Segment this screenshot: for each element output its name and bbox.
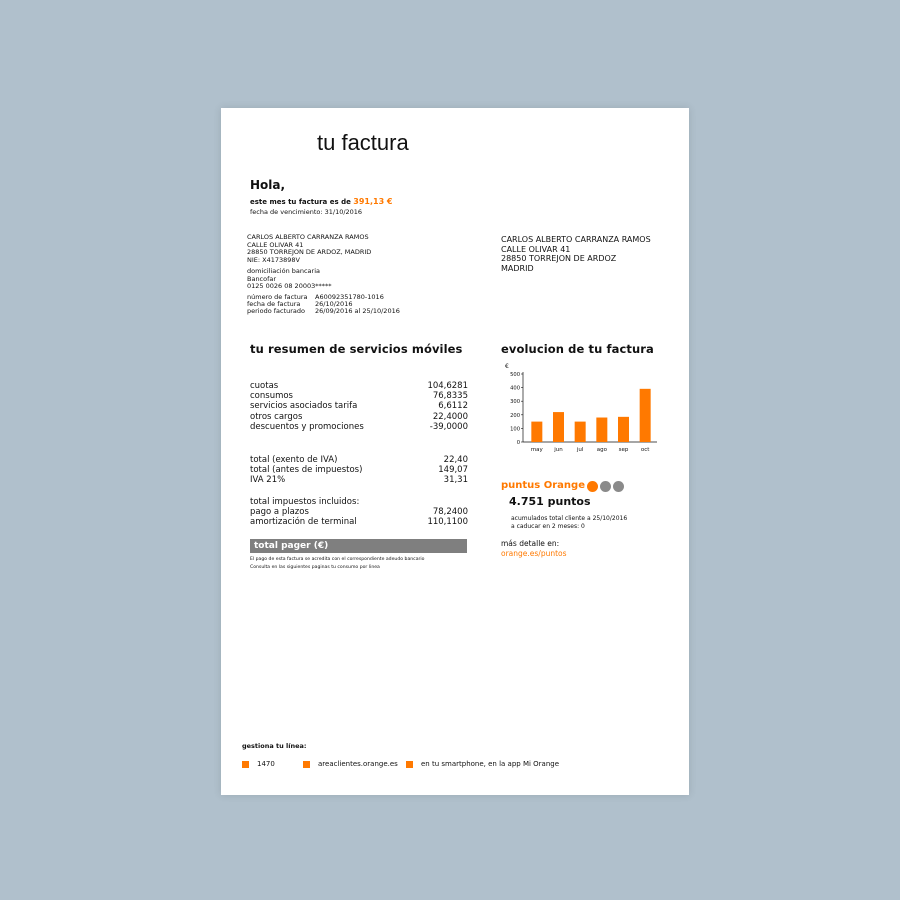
summary-row — [250, 412, 468, 422]
row-label: total (exento de IVA) — [250, 455, 338, 465]
amount-prefix: este mes tu factura es de — [250, 198, 351, 206]
meta-value: 26/10/2016 — [315, 300, 353, 309]
accumulated-line: acumulados total cliente a 25/10/2016 — [511, 515, 628, 522]
row-label: total impuestos incluidos: — [250, 497, 360, 507]
bank-line: 0125 0026 08 20003***** — [247, 282, 332, 291]
address-line: CARLOS ALBERTO CARRANZA RAMOS — [501, 235, 651, 244]
footer-title: gestiona tu línea: — [242, 742, 307, 750]
note-line: El pago de esta factura se acredita con el correspondiente adeudo bancario — [250, 557, 425, 562]
meta-label: número de factura — [247, 293, 308, 301]
greeting: Hola, — [250, 178, 286, 192]
x-tick-label: ago — [596, 447, 607, 453]
row-label: servicios asociados tarifa — [250, 401, 358, 412]
y-tick-label: 300 — [510, 399, 520, 406]
summary-row — [250, 391, 468, 401]
footer-item-label: en tu smartphone, en la app Mi Orange — [421, 760, 560, 768]
y-tick-label: 0 — [516, 440, 520, 446]
row-label: amortización de terminal — [250, 517, 357, 528]
summary-row — [250, 517, 468, 527]
y-axis-label: € — [505, 363, 509, 370]
address-line: 28850 TORREJON DE ARDOZ — [501, 254, 617, 264]
row-value: 110,1100 — [427, 517, 468, 528]
y-tick-label: 100 — [510, 426, 520, 433]
row-label: consumos — [250, 391, 293, 402]
row-value: 149,07 — [438, 465, 468, 476]
bank-line: domiciliación bancaria — [247, 267, 321, 275]
summary-group-totals — [250, 455, 468, 486]
evolution-bar-chart — [497, 362, 662, 457]
due-date: fecha de vencimiento: 31/10/2016 — [250, 208, 363, 216]
invoice-meta — [247, 294, 400, 316]
meta-value: A60092351780-1016 — [315, 293, 384, 301]
address-line: NIE: X4173898V — [247, 255, 300, 264]
row-label: otros cargos — [250, 411, 303, 422]
amount-line — [250, 197, 393, 206]
summary-row — [250, 465, 468, 475]
invoice-amount: 391,13 € — [353, 197, 393, 206]
footer-item-web[interactable] — [303, 760, 398, 768]
summary-group-charges — [250, 381, 468, 432]
square-bullet-icon — [303, 761, 310, 768]
y-tick-label: 500 — [510, 372, 520, 378]
bar-oct — [640, 389, 651, 442]
x-tick-label: jun — [554, 447, 563, 453]
puntos-accumulated — [511, 515, 627, 530]
summary-row — [250, 401, 468, 411]
puntos-detail — [501, 539, 567, 559]
row-value: 104,6281 — [427, 381, 468, 391]
row-value: 22,40 — [443, 455, 468, 465]
puntos-dot-grey — [600, 481, 611, 492]
row-label: descuentos y promociones — [250, 421, 364, 432]
row-value: 76,8335 — [432, 391, 468, 402]
row-label: total (antes de impuestos) — [250, 465, 363, 476]
row-value: 6,6112 — [438, 401, 468, 412]
footer-item-label: areaclientes.orange.es — [318, 760, 398, 768]
invoice-page — [221, 108, 689, 795]
row-value: 78,2400 — [432, 507, 468, 518]
puntos-title: puntus Orange — [501, 480, 585, 491]
puntos-dot-grey — [613, 481, 624, 492]
mailing-address-block — [501, 235, 651, 273]
summary-row — [250, 455, 468, 465]
address-line: CALLE OLIVAR 41 — [501, 244, 571, 254]
address-line: 28850 TORREJON DE ARDOZ, MADRID — [247, 248, 372, 257]
row-value: 31,31 — [443, 475, 468, 486]
bank-block — [247, 268, 331, 291]
meta-value: 26/09/2016 al 25/10/2016 — [315, 307, 400, 316]
square-bullet-icon — [406, 761, 413, 768]
meta-label: periodo facturado — [247, 307, 306, 316]
customer-address-block — [247, 234, 371, 264]
address-line: MADRID — [501, 263, 534, 273]
footer-item-phone — [242, 760, 275, 768]
evolution-title: evolucion de tu factura — [501, 342, 654, 356]
bar-jun — [553, 412, 564, 442]
summary-row — [250, 475, 468, 485]
y-tick-label: 400 — [510, 385, 520, 392]
square-bullet-icon — [242, 761, 249, 768]
x-tick-label: oct — [640, 447, 650, 453]
total-bar: total pager (€) — [250, 539, 467, 553]
note-line: Consulta en las siguientes paginas tu consumo por linea — [250, 565, 380, 570]
summary-row — [250, 381, 468, 391]
row-value: -39,0000 — [429, 421, 468, 432]
x-tick-label: jul — [576, 447, 584, 453]
puntos-value: 4.751 puntos — [509, 495, 591, 508]
address-line: CALLE OLIVAR 41 — [247, 240, 304, 249]
row-value: 22,4000 — [432, 411, 468, 422]
puntos-link[interactable]: orange.es/puntos — [501, 549, 567, 558]
meta-label: fecha de factura — [247, 300, 301, 309]
footer-item-app — [406, 760, 559, 768]
payment-notes — [250, 556, 424, 572]
row-label: IVA 21% — [250, 475, 286, 486]
meta-row — [247, 308, 400, 315]
x-tick-label: may — [530, 447, 543, 453]
bar-ago — [596, 418, 607, 442]
row-label: pago a plazos — [250, 507, 309, 518]
summary-row — [250, 497, 468, 507]
row-label: cuotas — [250, 381, 279, 391]
summary-title: tu resumen de servicios móviles — [250, 342, 463, 356]
detail-label: más detalle en: — [501, 539, 560, 548]
bar-may — [531, 422, 542, 442]
page-title: tu factura — [317, 130, 409, 155]
bank-line: Bancofar — [247, 274, 277, 283]
puntos-dot-orange — [587, 481, 598, 492]
bar-jul — [575, 422, 586, 442]
address-line: CARLOS ALBERTO CARRANZA RAMOS — [247, 233, 369, 241]
x-tick-label: sep — [618, 447, 629, 453]
bar-sep — [618, 417, 629, 442]
summary-row — [250, 422, 468, 432]
summary-row — [250, 507, 468, 517]
expiring-line: a caducar en 2 meses: 0 — [511, 522, 585, 530]
footer-item-label: 1470 — [257, 760, 275, 768]
summary-group-taxes — [250, 497, 468, 528]
y-tick-label: 200 — [510, 412, 520, 419]
